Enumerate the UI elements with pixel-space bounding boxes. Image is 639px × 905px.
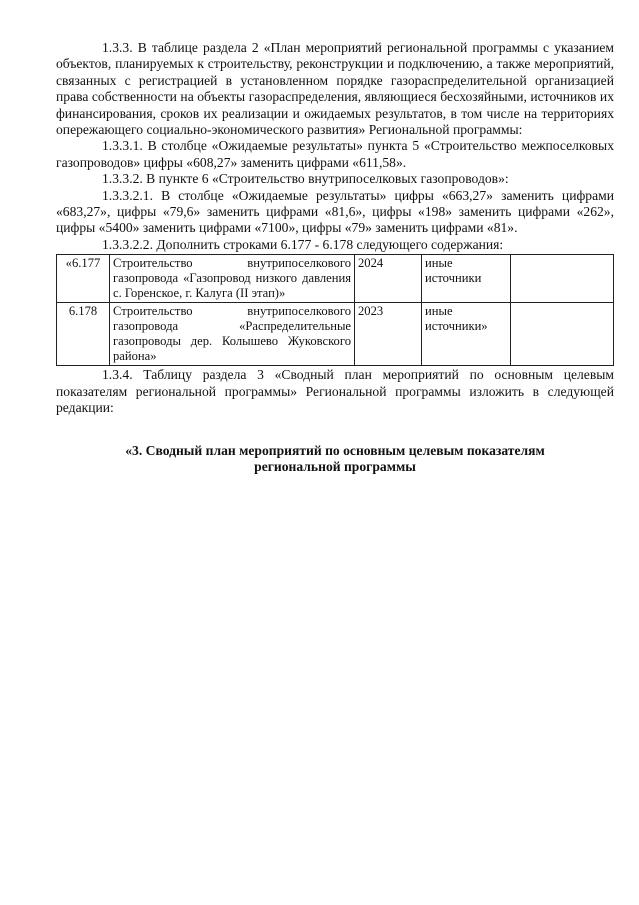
paragraph-1-3-4: 1.3.4. Таблицу раздела 3 «Сводный план мероприятий по основным целевым показателям региональной программы» Региональной программы изложить в следующей редакции:: [56, 367, 614, 416]
year-cell: 2023: [355, 303, 422, 366]
inserted-rows-table: [56, 254, 614, 366]
paragraph-1-3-3-1: 1.3.3.1. В столбце «Ожидаемые результаты» пункта 5 «Строительство межпоселковых газопроводов» цифры «608,27» заменить цифрами «611,58».: [56, 138, 614, 170]
document-body: [56, 40, 614, 475]
paragraph-1-3-3-2: 1.3.3.2. В пункте 6 «Строительство внутрипоселковых газопроводов»:: [102, 171, 509, 187]
result-cell: [511, 303, 614, 366]
result-cell: [511, 255, 614, 303]
table-row: [57, 255, 614, 303]
row-number-cell: «6.177: [57, 255, 110, 303]
event-name-cell: Строительство внутрипоселкового газопровода «Газопровод низкого давления с. Горенское, г. Калуга (II этап)»: [110, 255, 355, 303]
paragraph-1-3-3-2-1: 1.3.3.2.1. В столбце «Ожидаемые результаты» цифры «663,27» заменить цифрами «683,27», цифры «79,6» заменить цифрами «81,6», цифры «198» заменить цифрами «262», цифры «5400» заменить цифрами «7100», цифры «79» заменить цифрами «81».: [56, 187, 614, 236]
source-cell: иные источники: [422, 255, 511, 303]
table-row: [57, 303, 614, 366]
section-heading-line-1: «3. Сводный план мероприятий по основным целевым показателям: [125, 442, 545, 458]
source-cell: иные источники»: [422, 303, 511, 366]
paragraph-1-3-3: 1.3.3. В таблице раздела 2 «План мероприятий региональной программы с указанием объектов, планируемых к строительству, реконструкции и подключению, а также мероприятий, связанных с регистрацией в установленном порядке газораспределительной организацией права собственности на объекты газораспределения, являющиеся бесхозяйными, источников их финансирования, сроков их реализации и ожидаемых результатов, в том числе на территориях опережающего социально-экономического развития» Региональной программы:: [56, 40, 614, 138]
row-number-cell: 6.178: [57, 303, 110, 366]
event-name-cell: Строительство внутрипоселкового газопровода «Распределительные газопроводы дер. Колышево Жуковского района»: [110, 303, 355, 366]
section-heading-line-2: региональной программы: [254, 458, 416, 474]
paragraph-1-3-3-2-2: 1.3.3.2.2. Дополнить строками 6.177 - 6.178 следующего содержания:: [102, 236, 504, 252]
year-cell: 2024: [355, 255, 422, 303]
section-heading: [56, 443, 614, 476]
